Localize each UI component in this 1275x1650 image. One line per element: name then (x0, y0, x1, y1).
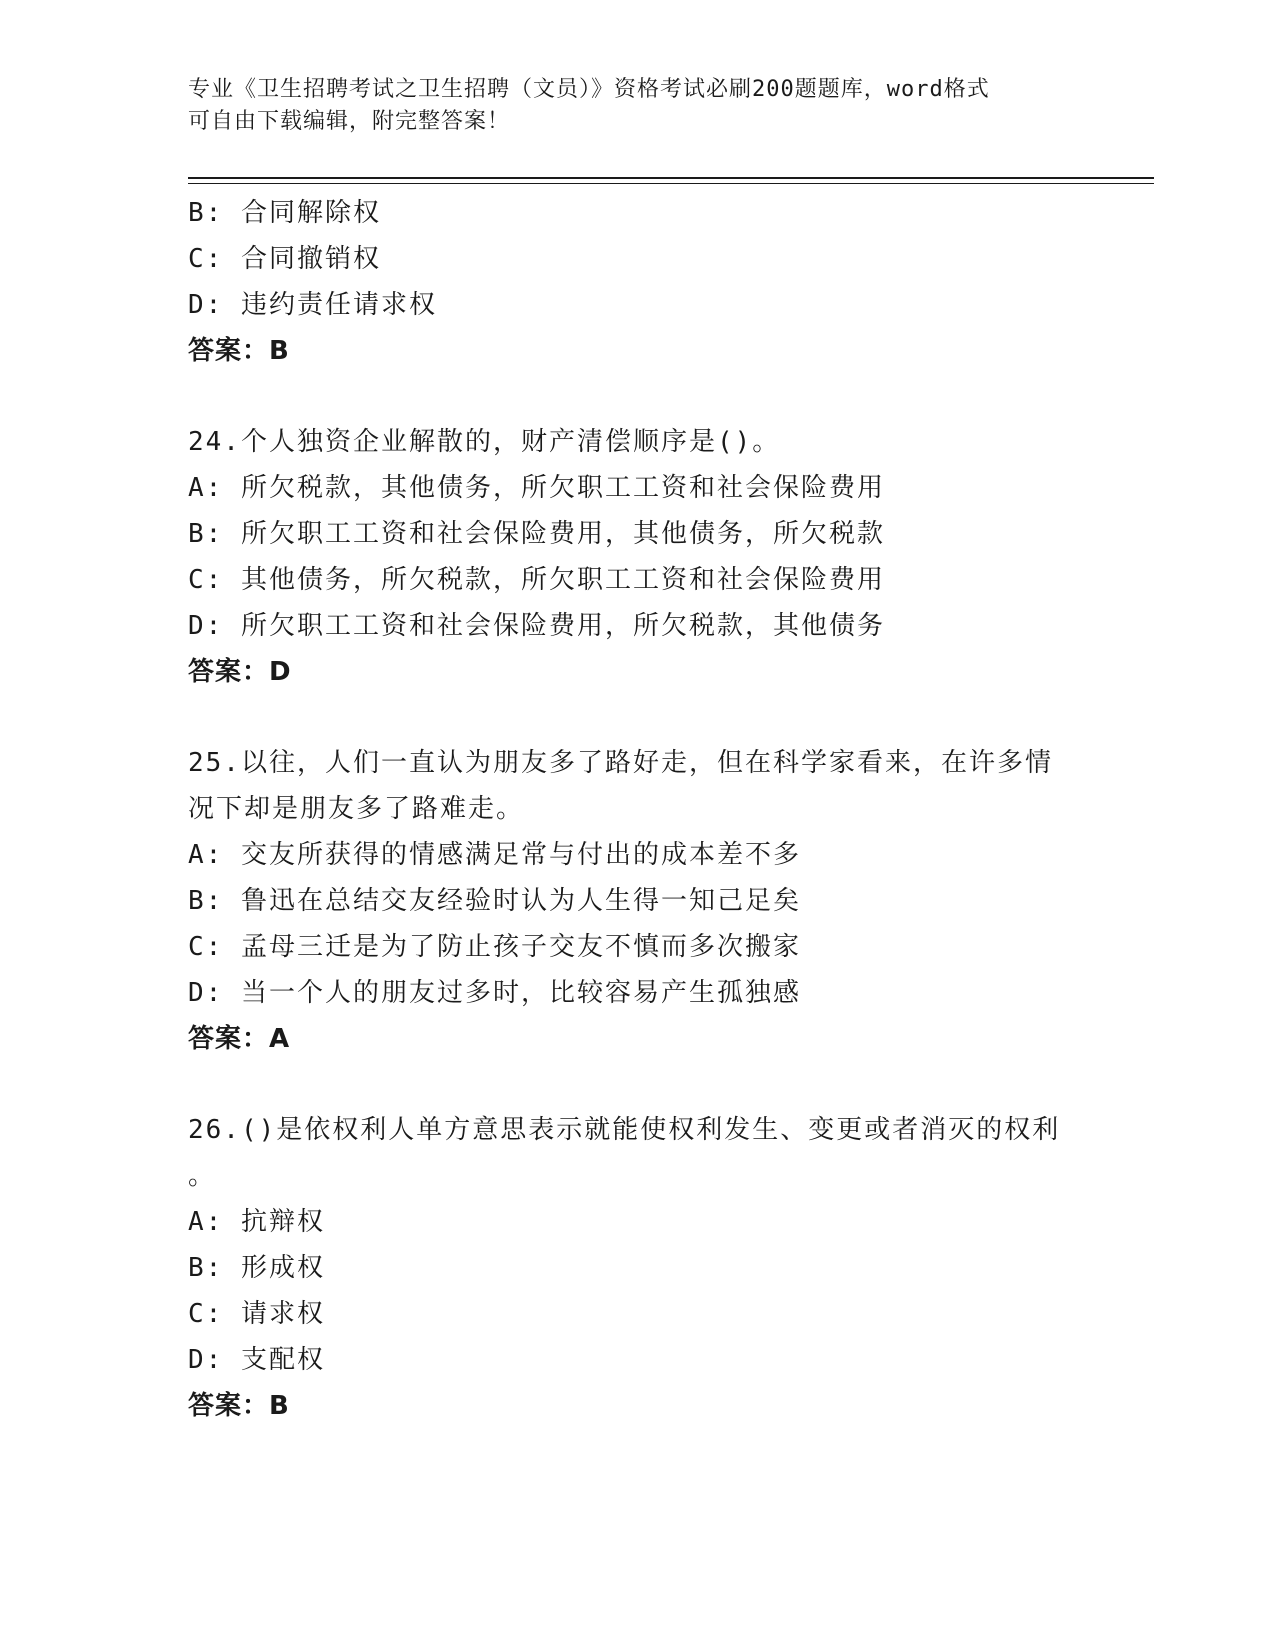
header-line-1: 专业《卫生招聘考试之卫生招聘（文员）》资格考试必刷200题题库，word格式 (188, 77, 990, 102)
spacer (188, 374, 1088, 419)
option-a: A: 抗辩权 (188, 1207, 325, 1237)
question-stem-line-2: 。 (188, 1161, 217, 1191)
option-c: C: 请求权 (188, 1299, 325, 1329)
question-25 (188, 740, 1088, 1062)
answer-line: 答案：B (188, 336, 290, 366)
answer-line: 答案：B (188, 1391, 290, 1421)
question-stem-line-2: 况下却是朋友多了路难走。 (188, 794, 525, 824)
option-c: C: 合同撤销权 (188, 244, 381, 274)
question-24 (188, 419, 1088, 695)
question-list (188, 190, 1088, 1429)
header-rule-thin (188, 183, 1154, 184)
option-b: B: 合同解除权 (188, 198, 381, 228)
question-23-tail (188, 190, 1088, 374)
option-d: D: 所欠职工工资和社会保险费用，所欠税款，其他债务 (188, 611, 885, 641)
option-c: C: 孟母三迁是为了防止孩子交友不慎而多次搬家 (188, 932, 801, 962)
question-stem: 24.个人独资企业解散的，财产清偿顺序是()。 (188, 427, 781, 457)
header-line-2: 可自由下载编辑，附完整答案！ (188, 109, 511, 134)
option-d: D: 支配权 (188, 1345, 325, 1375)
question-stem-line-1: 26.()是依权利人单方意思表示就能使权利发生、变更或者消灭的权利 (188, 1115, 1061, 1145)
option-d: D: 违约责任请求权 (188, 290, 437, 320)
spacer (188, 695, 1088, 740)
question-26 (188, 1107, 1088, 1429)
option-a: A: 所欠税款，其他债务，所欠职工工资和社会保险费用 (188, 473, 885, 503)
option-d: D: 当一个人的朋友过多时，比较容易产生孤独感 (188, 978, 801, 1008)
header-rule-thick (188, 177, 1154, 179)
document-header (188, 74, 1068, 138)
answer-line: 答案：D (188, 657, 292, 687)
answer-line: 答案：A (188, 1024, 291, 1054)
option-a: A: 交友所获得的情感满足常与付出的成本差不多 (188, 840, 801, 870)
option-b: B: 所欠职工工资和社会保险费用，其他债务，所欠税款 (188, 519, 885, 549)
option-c: C: 其他债务，所欠税款，所欠职工工资和社会保险费用 (188, 565, 885, 595)
option-b: B: 形成权 (188, 1253, 325, 1283)
spacer (188, 1062, 1088, 1107)
option-b: B: 鲁迅在总结交友经验时认为人生得一知己足矣 (188, 886, 801, 916)
question-stem-line-1: 25.以往，人们一直认为朋友多了路好走，但在科学家看来，在许多情 (188, 748, 1053, 778)
